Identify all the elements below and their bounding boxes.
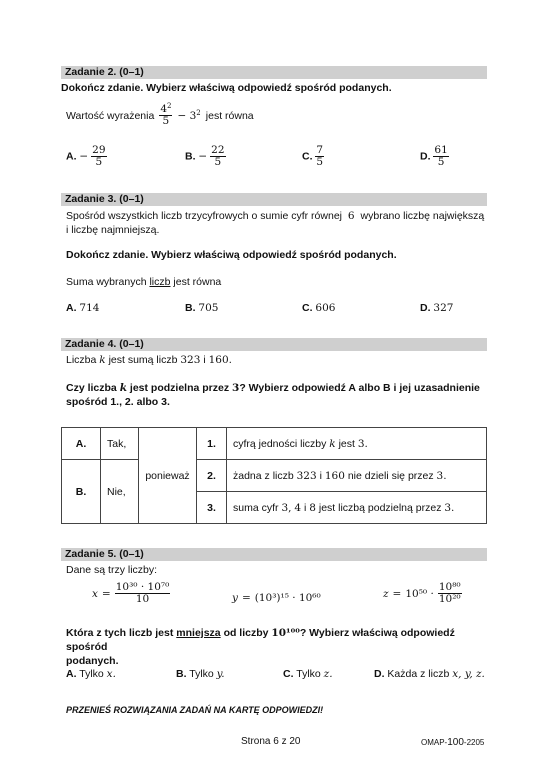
task3-header: Zadanie 3. (0–1) bbox=[65, 193, 144, 205]
option-sign: − bbox=[79, 150, 89, 163]
option-letter: A. bbox=[66, 302, 77, 314]
task4-reason-2-text[interactable] bbox=[227, 460, 487, 492]
task5-header-bar bbox=[61, 548, 487, 561]
task5-option-a[interactable] bbox=[66, 668, 116, 680]
task2-expr-minus: − 3 bbox=[177, 109, 197, 122]
task5-z-den: 10²⁰ bbox=[438, 593, 461, 606]
task4-q-num: 3 bbox=[232, 382, 240, 394]
option-num: 29 bbox=[92, 144, 106, 156]
option-text: Tylko bbox=[189, 668, 214, 680]
reason-text: jest bbox=[338, 437, 355, 450]
task5-y-expr: (10³)¹⁵ · 10⁶⁰ bbox=[254, 592, 321, 604]
task5-z-expr: 10⁵⁰ · bbox=[405, 587, 434, 600]
task5-option-c[interactable] bbox=[283, 668, 333, 680]
task5-z-num: 10⁸⁰ bbox=[438, 581, 461, 593]
task5-q-a: Która z tych liczb jest bbox=[66, 627, 174, 639]
task2-expr-num-base: 4 bbox=[160, 103, 167, 115]
reason-num-value: 3. bbox=[357, 437, 368, 450]
option-letter: A. bbox=[66, 150, 77, 163]
option-num: 22 bbox=[211, 144, 225, 156]
task4-q-k: k bbox=[119, 382, 127, 394]
option-var: z. bbox=[323, 668, 333, 680]
task4-line-i: i bbox=[203, 354, 206, 366]
task3-header-bar bbox=[61, 193, 487, 206]
task3-option-a[interactable] bbox=[66, 302, 99, 314]
transfer-note: PRZENIEŚ ROZWIĄZANIA ZADAŃ NA KARTĘ ODPOWIEDZI! bbox=[66, 705, 324, 715]
reason-num-value: 3. bbox=[436, 469, 447, 482]
task3-sum-b: jest równa bbox=[173, 276, 222, 288]
task5-x-definition: x = $\frac{\text{10³⁰ · 10⁷⁰}}{10}$ bbox=[92, 581, 170, 606]
task5-x-var: x bbox=[92, 587, 98, 600]
task4-q-b: jest podzielna przez bbox=[129, 382, 230, 394]
option-letter: B. bbox=[185, 302, 196, 314]
task4-reason-2-num[interactable] bbox=[197, 460, 227, 492]
task3-text-num: 6 bbox=[347, 210, 355, 222]
reason-text: i bbox=[304, 501, 307, 514]
task3-instruction: Dokończ zdanie. Wybierz właściwą odpowiedź spośród podanych. bbox=[66, 249, 397, 261]
task5-y-definition: y = (10³)¹⁵ · 10⁶⁰ bbox=[232, 592, 321, 604]
task4-line-b: jest sumą liczb bbox=[108, 354, 178, 366]
task4-choice-b-letter[interactable] bbox=[62, 460, 101, 524]
option-value: 705 bbox=[198, 302, 219, 314]
task4-line-a: Liczba bbox=[66, 354, 97, 366]
option-letter: D. bbox=[420, 302, 431, 314]
option-den: 5 bbox=[214, 156, 222, 169]
reason-text: jest liczbą podzielną przez bbox=[318, 501, 442, 514]
exam-code bbox=[421, 737, 484, 748]
task4-header-bar bbox=[61, 338, 487, 351]
task5-x-num: 10³⁰ · 10⁷⁰ bbox=[115, 581, 170, 593]
option-num: 61 bbox=[434, 144, 448, 156]
task4-q-c: ? Wybierz odpowiedź A albo B i jej uzasadnienie bbox=[239, 382, 480, 394]
task5-option-d[interactable] bbox=[374, 668, 485, 680]
task2-header: Zadanie 2. (0–1) bbox=[65, 66, 144, 78]
reason-num: 1. bbox=[207, 437, 216, 450]
task5-z-definition: z = 10⁵⁰ · $\frac{\text{10⁸⁰}}{\text{10²⁰}}$ bbox=[383, 581, 461, 606]
option-sign: − bbox=[198, 150, 208, 163]
task4-reason-3-num[interactable] bbox=[197, 492, 227, 524]
task4-reason-1-num[interactable] bbox=[197, 428, 227, 460]
reason-num-value: 323 bbox=[296, 469, 317, 482]
task3-option-b[interactable] bbox=[185, 302, 218, 314]
reason-num: 3. bbox=[207, 501, 216, 514]
task3-option-d[interactable] bbox=[420, 302, 453, 314]
task2-expr-exp: 2 bbox=[196, 108, 201, 117]
task3-sum-a: Suma wybranych bbox=[66, 276, 147, 288]
choice-letter: B. bbox=[75, 485, 87, 498]
task5-q-line2: podanych. bbox=[66, 655, 119, 667]
task4-reason-1-text[interactable] bbox=[227, 428, 487, 460]
option-text: Każda z liczb bbox=[387, 668, 450, 680]
option-letter: A. bbox=[66, 668, 77, 680]
exam-code-suffix: -2205 bbox=[463, 738, 485, 747]
reason-var: k bbox=[329, 437, 336, 450]
task3-sum-underlined: liczb bbox=[149, 276, 171, 288]
option-letter: C. bbox=[283, 668, 294, 680]
task4-choice-a-text[interactable] bbox=[101, 428, 139, 460]
task5-q-c: ? Wybierz właściwą odpowiedź spośród bbox=[66, 627, 455, 653]
task4-q-line2: spośród 1., 2. albo 3. bbox=[66, 396, 170, 408]
option-letter: D. bbox=[374, 668, 385, 680]
task4-statement bbox=[66, 354, 232, 366]
task2-option-b[interactable] bbox=[185, 145, 226, 168]
option-letter: C. bbox=[302, 302, 313, 314]
reason-text: cyfrą jedności liczby bbox=[233, 437, 327, 450]
choice-text: Nie, bbox=[107, 485, 126, 498]
task4-answer-table bbox=[61, 427, 487, 524]
reason-text: żadna z liczb bbox=[233, 469, 294, 482]
task2-instruction: Dokończ zdanie. Wybierz właściwą odpowiedź spośród podanych. bbox=[61, 82, 392, 94]
task4-line-k: k bbox=[99, 354, 106, 366]
task2-option-d[interactable] bbox=[420, 145, 449, 168]
option-text: Tylko bbox=[296, 668, 321, 680]
exam-code-prefix: OMAP- bbox=[421, 738, 448, 747]
task5-question bbox=[66, 626, 491, 668]
task3-sum-sentence bbox=[66, 276, 221, 288]
task4-q-a: Czy liczba bbox=[66, 382, 117, 394]
task2-expression bbox=[66, 104, 254, 127]
option-den: 5 bbox=[316, 156, 324, 169]
option-letter: B. bbox=[185, 150, 196, 163]
option-value: 714 bbox=[79, 302, 100, 314]
task3-text-line2: i liczbę najmniejszą. bbox=[66, 224, 160, 236]
task2-expr-prefix: Wartość wyrażenia bbox=[66, 109, 155, 122]
reason-num-value: 4 bbox=[294, 501, 302, 514]
reason-text: i bbox=[319, 469, 322, 482]
task2-expr-fraction bbox=[159, 104, 172, 127]
exam-code-mid: 100 bbox=[447, 737, 464, 748]
task5-x-den: 10 bbox=[135, 593, 150, 606]
task3-text-b: wybrano liczbę największą bbox=[360, 210, 485, 222]
reason-text: nie dzieli się przez bbox=[347, 469, 434, 482]
reason-num: 2. bbox=[207, 469, 216, 482]
task4-middle-cell bbox=[139, 428, 197, 524]
task4-middle-text: ponieważ bbox=[145, 469, 190, 482]
option-num: 7 bbox=[316, 144, 324, 156]
task5-y-var: y bbox=[232, 592, 238, 604]
option-var: x. bbox=[106, 668, 116, 680]
task2-expr-den: 5 bbox=[162, 115, 170, 128]
reason-num-value: 3. bbox=[444, 501, 455, 514]
task2-expr-suffix: jest równa bbox=[205, 109, 254, 122]
task4-reason-3-text[interactable] bbox=[227, 492, 487, 524]
option-value: 606 bbox=[315, 302, 336, 314]
task5-q-underlined: mniejsza bbox=[176, 627, 221, 639]
option-text: Tylko bbox=[79, 668, 104, 680]
task2-header-bar bbox=[61, 66, 487, 79]
option-den: 5 bbox=[95, 156, 103, 169]
reason-num-value: 160 bbox=[324, 469, 345, 482]
task3-text-a: Spośród wszystkich liczb trzycyfrowych o sumie cyfr równej bbox=[66, 210, 342, 222]
task2-option-a[interactable] bbox=[66, 145, 107, 168]
task5-z-var: z bbox=[383, 587, 389, 600]
task3-text bbox=[66, 209, 484, 237]
task2-option-c[interactable] bbox=[302, 145, 324, 168]
choice-letter: A. bbox=[75, 437, 87, 450]
task5-q-b: od liczby bbox=[223, 627, 269, 639]
page-number: Strona 6 z 20 bbox=[241, 736, 301, 747]
task4-question bbox=[66, 381, 491, 409]
task2-expr-num-exp: 2 bbox=[167, 102, 172, 110]
option-letter: B. bbox=[176, 668, 187, 680]
choice-text: Tak, bbox=[107, 437, 127, 450]
task5-intro: Dane są trzy liczby: bbox=[66, 564, 158, 576]
option-var: x, y, z. bbox=[452, 668, 485, 680]
reason-num-value: 3, bbox=[281, 501, 292, 514]
task4-header: Zadanie 4. (0–1) bbox=[65, 338, 144, 350]
reason-text: suma cyfr bbox=[233, 501, 279, 514]
task4-choice-b-text[interactable] bbox=[101, 460, 139, 524]
task4-choice-a-letter[interactable] bbox=[62, 428, 101, 460]
task4-line-n2: 160. bbox=[208, 354, 232, 366]
option-den: 5 bbox=[437, 156, 445, 169]
option-value: 327 bbox=[433, 302, 454, 314]
task5-q-num: 10¹⁰⁰ bbox=[271, 627, 300, 639]
task3-option-c[interactable] bbox=[302, 302, 335, 314]
task5-header: Zadanie 5. (0–1) bbox=[65, 548, 144, 560]
task5-option-b[interactable] bbox=[176, 668, 225, 680]
reason-num-value: 8 bbox=[309, 501, 316, 514]
option-var: y. bbox=[216, 668, 225, 680]
option-letter: C. bbox=[302, 150, 313, 163]
option-letter: D. bbox=[420, 150, 431, 163]
task4-line-n1: 323 bbox=[180, 354, 201, 366]
